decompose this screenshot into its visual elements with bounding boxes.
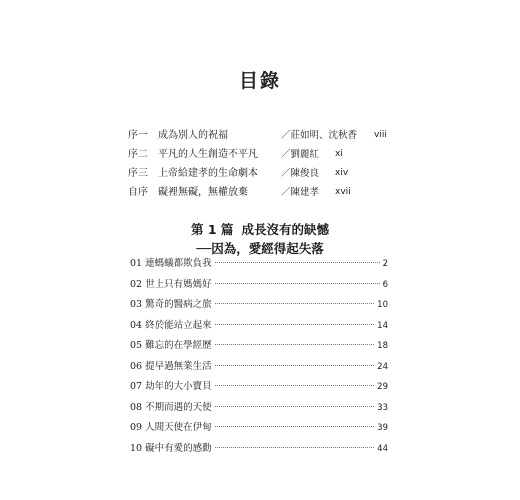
dot-leader (215, 365, 375, 366)
part-heading (0, 220, 520, 238)
preface-title: 上帝給建孝的生命劇本 (158, 168, 258, 179)
dot-leader (215, 385, 375, 386)
chapter-page-number: 33 (377, 402, 388, 413)
chapter-list (130, 254, 388, 459)
chapter-entry[interactable] (130, 254, 388, 275)
part-title: 成長沒有的缺憾 (241, 222, 329, 237)
chapter-page-number: 39 (377, 423, 388, 433)
preface-entry[interactable] (128, 164, 428, 183)
preface-list (128, 126, 428, 202)
chapter-entry[interactable] (130, 336, 388, 357)
chapter-page-number: 44 (377, 443, 388, 454)
dot-leader (215, 344, 375, 345)
preface-page-number: xiv (335, 168, 349, 178)
preface-page-number: xi (335, 149, 343, 159)
dot-leader (215, 426, 375, 427)
chapter-entry[interactable] (130, 316, 388, 337)
chapter-title: 08 不期而遇的天使 (130, 401, 212, 413)
preface-title: 平凡的人生創造不平凡 (158, 149, 258, 160)
chapter-title: 09 人間天使在伊甸 (130, 422, 212, 433)
chapter-entry[interactable] (130, 275, 388, 296)
preface-entry[interactable] (128, 145, 428, 164)
preface-tag: 自序 (128, 187, 148, 198)
chapter-page-number: 14 (377, 320, 388, 331)
chapter-title: 05 難忘的在學經歷 (130, 340, 212, 351)
part-subtitle: ──因為，愛經得起失落 (196, 241, 324, 256)
chapter-title: 02 世上只有媽媽好 (130, 278, 212, 290)
preface-entry[interactable] (128, 183, 428, 202)
chapter-title: 10 礙中有愛的感動 (130, 442, 212, 454)
preface-page-number: xvii (335, 187, 351, 197)
preface-tag: 序一 (128, 130, 148, 141)
preface-author: ／陳俊良 (281, 168, 320, 179)
preface-tag: 序三 (128, 168, 148, 179)
chapter-title: 07 劫年的大小寶貝 (130, 381, 212, 392)
preface-author: ／莊如明、沈秋香 (281, 130, 358, 141)
chapter-title: 03 驚奇的醫病之旅 (130, 299, 212, 310)
chapter-title: 01 連螞蟻都欺負我 (130, 258, 212, 269)
dot-leader (215, 447, 375, 448)
chapter-page-number: 6 (382, 279, 388, 290)
preface-entry[interactable] (128, 126, 428, 145)
preface-title: 礙裡無礙，無權放棄 (158, 187, 248, 198)
chapter-entry[interactable] (130, 418, 388, 439)
chapter-entry[interactable] (130, 377, 388, 398)
preface-tag: 序二 (128, 149, 148, 160)
preface-author: ／劉麗紅 (281, 149, 320, 160)
dot-leader (215, 324, 375, 325)
part-label: 第 1 篇 (191, 222, 234, 237)
chapter-page-number: 24 (377, 361, 388, 372)
chapter-page-number: 2 (382, 259, 388, 269)
chapter-page-number: 29 (377, 382, 388, 392)
preface-author: ／陳建孝 (281, 187, 320, 198)
preface-page-number: viii (374, 130, 387, 140)
page-title: 目錄 (238, 70, 281, 92)
dot-leader (215, 262, 380, 263)
chapter-page-number: 10 (377, 300, 388, 310)
chapter-title: 04 終於能站立起來 (130, 319, 212, 331)
chapter-entry[interactable] (130, 357, 388, 378)
chapter-page-number: 18 (377, 341, 388, 351)
preface-title: 成為別人的祝福 (158, 130, 228, 141)
dot-leader (215, 303, 375, 304)
chapter-entry[interactable] (130, 295, 388, 316)
dot-leader (215, 406, 375, 407)
chapter-entry[interactable] (130, 439, 388, 460)
dot-leader (215, 283, 380, 284)
chapter-title: 06 提早過無業生活 (130, 360, 212, 372)
chapter-entry[interactable] (130, 398, 388, 419)
